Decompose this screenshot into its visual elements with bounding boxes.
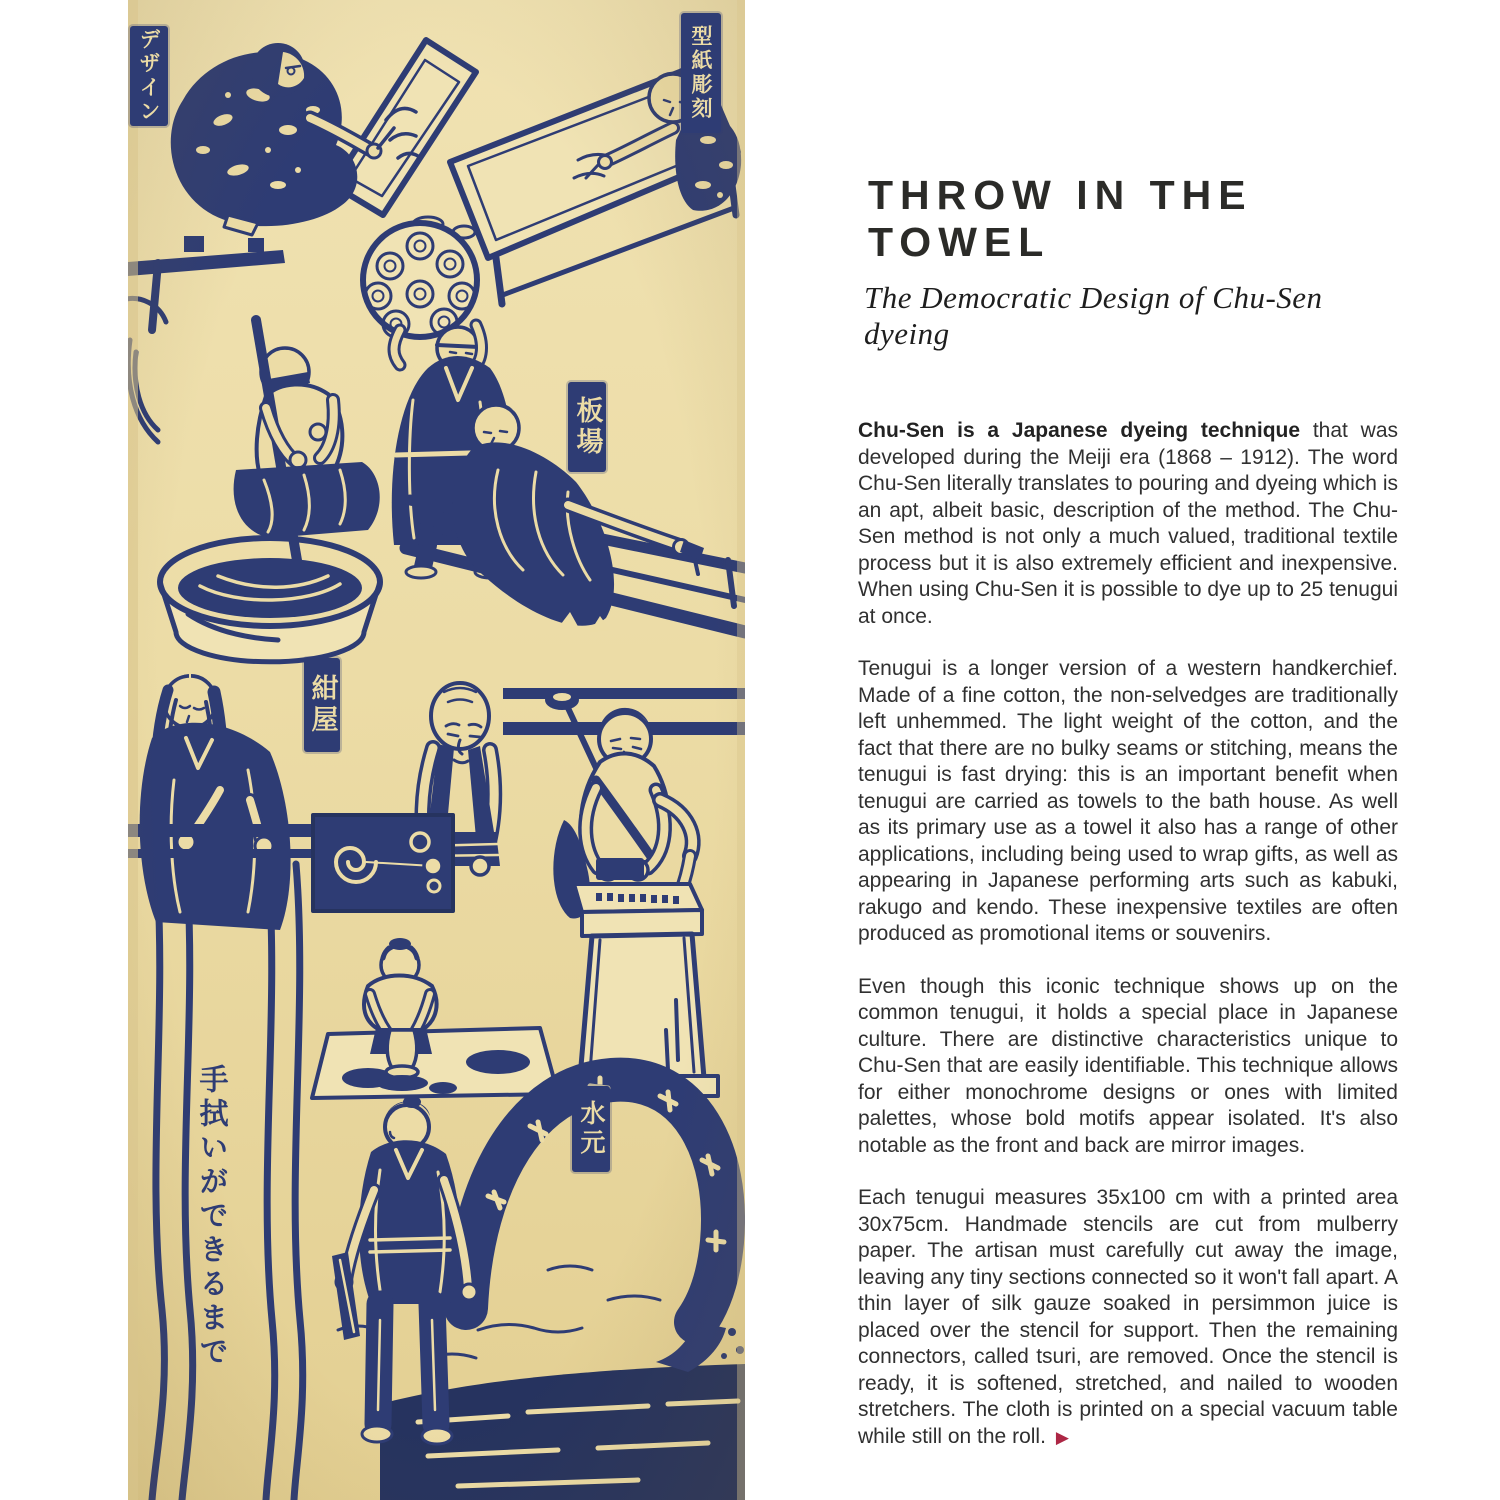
paragraph-tenugui: Tenugui is a longer version of a western handkerchief. Made of a fine cotton, the non-selvedges are traditionally left unhemmed. The light weight of the cotton, and the fact that there are no bulky seams or stitching, means the tenugui is fast drying: this is an important benefit when tenugui are carried as towels to the bath house. As well as its primary use as a towel it also has a range of other applications, including being used to wrap gifts, as well as appearing in Japanese performing arts such as kabuki, rakugo and kendo. These inexpensive textiles are often produced as promotional items or souvenirs. bbox=[858, 657, 1398, 945]
label-design: デザイン bbox=[130, 26, 168, 126]
photo-right-edge bbox=[737, 0, 745, 1500]
vertical-caption: 手拭いができるまで bbox=[195, 1064, 230, 1370]
label-stencil-carving: 型紙彫刻 bbox=[681, 13, 721, 133]
paragraph-intro-rest: that was developed during the Meiji era (1868 – 1912). The word Chu-Sen literally translates to pouring and dyeing which is an apt, albeit basic, description of the method. The Chu-Sen method is not only a much valued, traditional textile process but it is also extremely efficient and inexpensive. When using Chu-Sen it is possible to dye up to 25 tenugui at once. bbox=[858, 419, 1398, 628]
paragraph-process bbox=[858, 1185, 1398, 1451]
tenugui-photo bbox=[128, 0, 745, 1500]
page-subtitle: The Democratic Design of Chu-Sen dyeing bbox=[864, 280, 1323, 351]
label-dye-house: 紺屋 bbox=[304, 658, 340, 752]
paragraph-intro bbox=[858, 418, 1398, 630]
page-title: THROW IN THE TOWEL bbox=[868, 172, 1253, 265]
photo-left-edge bbox=[128, 0, 138, 1500]
label-itaba: 板場 bbox=[568, 382, 606, 472]
label-mizumoto: 水元 bbox=[572, 1086, 610, 1172]
body-copy bbox=[858, 418, 1398, 1451]
continuation-arrow-icon: ▶ bbox=[1055, 1427, 1069, 1447]
paragraph-intro-lead: Chu-Sen is a Japanese dyeing technique bbox=[858, 419, 1301, 442]
paragraph-characteristics: Even though this iconic technique shows up on the common tenugui, it holds a special place in Japanese culture. There are distinctive characteristics unique to Chu-Sen that are easily identifiable. This technique allows for either monochrome designs or ones with limited palettes, whose bold motifs appear isolated. It's also notable as the front and back are mirror images. bbox=[858, 974, 1398, 1157]
article-column bbox=[858, 0, 1398, 1477]
paragraph-process-text: Each tenugui measures 35x100 cm with a printed area 30x75cm. Handmade stencils are cut from mulberry paper. The artisan must carefully cut away the image, leaving any tiny sections connected so it won't fall apart. A thin layer of silk gauze soaked in persimmon juice is placed over the stencil for support. Then the remaining connectors, called tsuri, are removed. Once the stencil is ready, it is softened, stretched, and nailed to wooden stretchers. The cloth is printed on a special vacuum table while still on the roll. bbox=[858, 1186, 1398, 1448]
